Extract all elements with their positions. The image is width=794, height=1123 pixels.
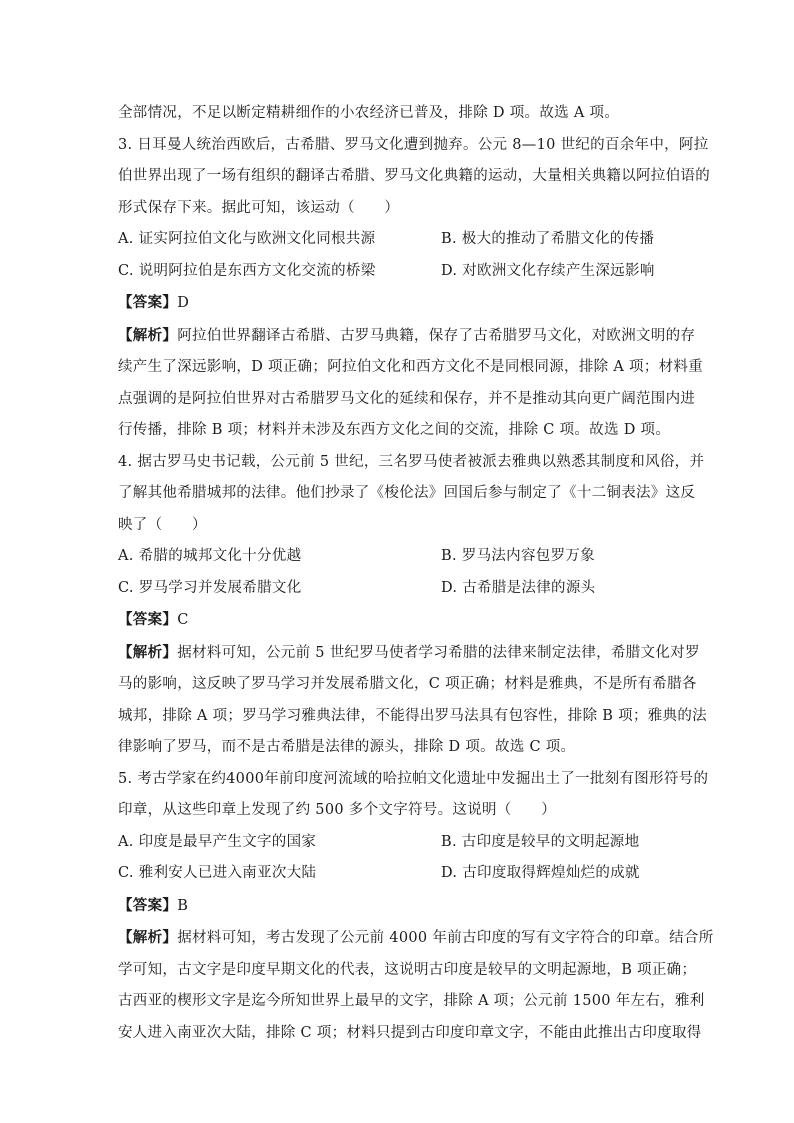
answer-tag: 【答案】: [118, 611, 178, 628]
explanation-text: 城邦，排除 A 项；罗马学习雅典法律，不能得出罗马法具有包容性，排除 B 项；雅典的法: [118, 707, 707, 724]
explanation-tag: 【解析】: [118, 643, 178, 661]
question-stem: 映了（ ）: [118, 516, 207, 533]
question-5: [118, 764, 714, 1050]
explanation-text: 据材料可知，公元前 5 世纪罗马使者学习希腊的法律来制定法律，希腊文化对罗: [177, 644, 700, 661]
explanation-text: 律影响了罗马，而不是古希腊是法律的源头，排除 D 项。故选 C 项。: [118, 739, 576, 755]
text-line: 全部情况，不足以断定精耕细作的小农经济已普及，排除 D 项。故选 A 项。: [118, 105, 620, 121]
page-content: [118, 98, 714, 1049]
option-d: D. 古印度取得辉煌灿烂的成就: [441, 865, 640, 881]
explanation-text: 据材料可知，考古发现了公元前 4000 年前古印度的写有文字符合的印章。结合所: [177, 930, 714, 946]
option-row: [118, 256, 678, 288]
explanation-tag: 【解析】: [118, 929, 178, 946]
option-a: A. 希腊的城邦文化十分优越: [118, 548, 302, 564]
explanation-text: 点强调的是阿拉伯世界对古希腊罗马文化的延续和保存，并不是推动其向更广阔范围内进: [118, 390, 696, 407]
explanation-text: 阿拉伯世界翻译古希腊、古罗马典籍，保存了古希腊罗马文化，对欧洲文明的存: [177, 327, 696, 344]
explanation-line: [118, 637, 700, 670]
question-stem: 3. 日耳曼人统治西欧后，古希腊、罗马文化遭到抛弃。公元 8—10 世纪的百余年中，阿拉: [118, 136, 709, 153]
option-row: [118, 541, 678, 573]
answer-line: [118, 287, 678, 320]
option-c: C. 说明阿拉伯是东西方文化交流的桥梁: [118, 262, 376, 279]
explanation-text: 马的影响，这反映了罗马学习并发展希腊文化，C 项正确；材料是雅典，不是所有希腊各: [118, 676, 697, 692]
explanation-text: 学可知，古文字是印度早期文化的代表，这说明古印度是较早的文明起源地，B 项正确；: [118, 961, 697, 978]
explanation-text: 续产生了深远影响，D 项正确；阿拉伯文化和西方文化不是同根同源，排除 A 项；材料重: [118, 359, 704, 375]
explanation-line: [118, 922, 714, 955]
question-stem: 印章，从这些印章上发现了约 500 多个文字符号。这说明（ ）: [118, 802, 556, 818]
option-row: [118, 858, 678, 890]
answer-value: D: [177, 295, 190, 311]
option-b: B. 罗马法内容包罗万象: [441, 548, 595, 564]
explanation-line: [118, 320, 696, 353]
option-a: A. 印度是最早产生文字的国家: [118, 833, 317, 850]
option-c: C. 雅利安人已进入南亚次大陆: [118, 865, 317, 881]
question-3: [118, 130, 710, 447]
explanation-text: 安人进入南亚次大陆，排除 C 项；材料只提到古印度印章文字，不能由此推出古印度取得: [118, 1024, 702, 1041]
answer-tag: 【答案】: [118, 896, 178, 914]
question-stem: 5. 考古学家在约4000年前印度河流域的哈拉帕文化遗址中发掘出土了一批刻有图形符号的: [118, 770, 709, 787]
answer-tag: 【答案】: [118, 294, 178, 311]
explanation-tag: 【解析】: [118, 326, 178, 344]
option-d: D. 古希腊是法律的源头: [441, 579, 596, 596]
option-b: B. 古印度是较早的文明起源地: [441, 833, 640, 850]
explanation-text: 行传播，排除 B 项；材料并未涉及东西方文化之间的交流，排除 C 项。故选 D 项。: [118, 422, 671, 438]
question-4: [118, 447, 707, 764]
option-b: B. 极大的推动了希腊文化的传播: [441, 231, 655, 247]
answer-value: C: [177, 612, 189, 628]
answer-value: B: [177, 897, 189, 914]
option-row: [118, 827, 678, 859]
question-stem: 伯世界出现了一场有组织的翻译古希腊、罗马文化典籍的运动，大量相关典籍以阿拉伯语的: [118, 168, 710, 184]
option-d: D. 对欧洲文化存续产生深远影响: [441, 262, 655, 279]
answer-line: [118, 604, 678, 637]
question-stem: 形式保存下来。据此可知，该运动（ ）: [118, 199, 400, 216]
option-row: [118, 224, 678, 256]
explanation-text: 古西亚的楔形文字是迄今所知世界上最早的文字，排除 A 项；公元前 1500 年左右，雅利: [118, 993, 705, 1009]
option-c: C. 罗马学习并发展希腊文化: [118, 579, 302, 596]
answer-line: [118, 890, 678, 923]
question-stem: 了解其他希腊城邦的法律。他们抄录了《梭伦法》回国后参与制定了《十二铜表法》这反: [118, 485, 696, 501]
option-row: [118, 573, 678, 605]
question-stem: 4. 据古罗马史书记载，公元前 5 世纪，三名罗马使者被派去雅典以熟悉其制度和风俗，并: [118, 453, 705, 470]
option-a: A. 证实阿拉伯文化与欧洲文化同根共源: [118, 231, 376, 247]
